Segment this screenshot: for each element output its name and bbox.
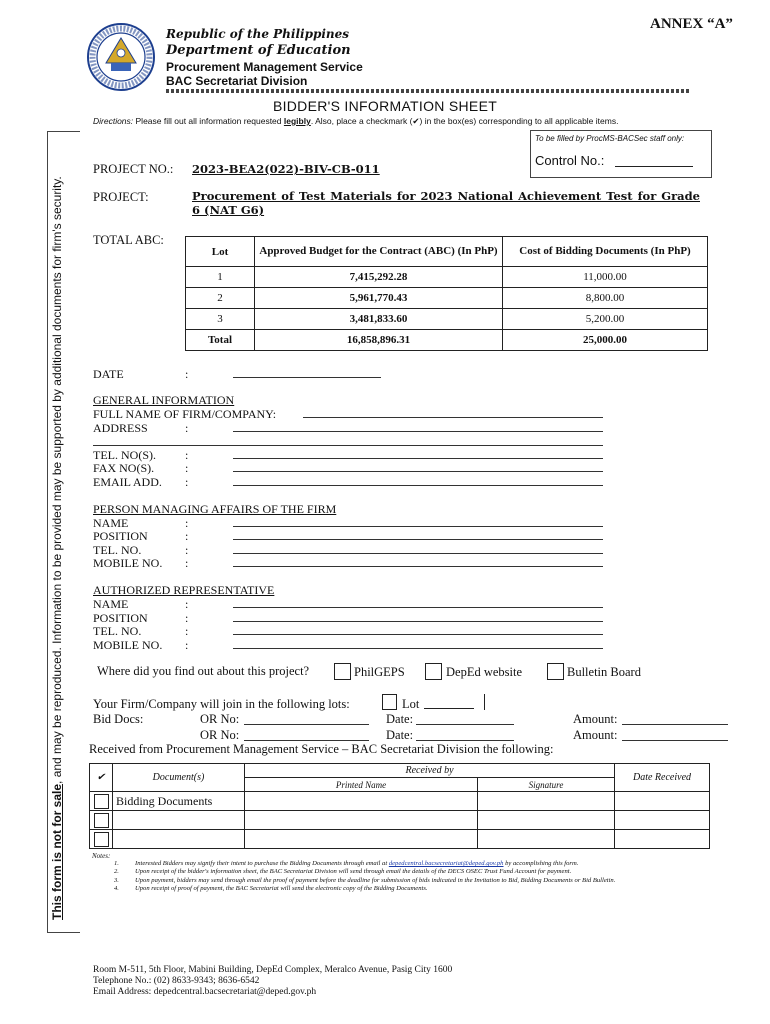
note-3-text: Upon payment, bidders may send through email the proof of payment before the deadline for submission of bids indicated in the Invitation to Bid, Bidding Documents or Bid Bulletin. xyxy=(135,876,616,884)
full-name-label: FULL NAME OF FIRM/COMPANY: xyxy=(93,407,277,421)
date-received-cell[interactable] xyxy=(615,792,710,811)
amount-label-1: Amount: xyxy=(573,712,618,726)
auth-tel-field[interactable] xyxy=(233,634,603,635)
deped-seal xyxy=(87,23,155,91)
project-no-label: PROJECT NO.: xyxy=(93,162,174,176)
email-field[interactable] xyxy=(233,485,603,486)
note-number: 4. xyxy=(114,884,119,892)
address-row xyxy=(93,421,230,435)
note-1 xyxy=(92,860,702,868)
bulletin-board-label: Bulletin Board xyxy=(567,665,641,679)
side-note xyxy=(50,140,72,920)
authorized-title: AUTHORIZED REPRESENTATIVE xyxy=(93,583,275,597)
document-cell[interactable] xyxy=(113,830,245,849)
directions-text-2: . Also, place a checkmark ( xyxy=(310,116,413,126)
directions-legibly: legibly xyxy=(283,116,311,126)
signature-cell[interactable] xyxy=(478,792,615,811)
colon: : xyxy=(185,556,189,570)
check-header xyxy=(90,764,113,792)
bidding-docs-checkbox[interactable] xyxy=(94,794,109,809)
auth-mobile-label: MOBILE NO. xyxy=(93,638,163,652)
or-no-label-1: OR No: xyxy=(200,712,240,726)
decorative-border xyxy=(166,89,690,93)
date-label-1: Date: xyxy=(386,712,414,726)
philgeps-checkbox[interactable] xyxy=(334,663,351,680)
address-field[interactable] xyxy=(233,431,603,432)
email-label: EMAIL ADD. xyxy=(93,475,162,489)
signature-header: Signature xyxy=(478,778,615,792)
or-no-field-2[interactable] xyxy=(244,740,369,741)
note-number: 1. xyxy=(114,860,119,867)
control-no-field[interactable] xyxy=(615,166,693,167)
person-tel-row xyxy=(93,543,230,557)
note-1-text-2: by accomplishing this form. xyxy=(503,860,579,867)
colon: : xyxy=(185,448,189,462)
project-no-value: 2023-BEA2(022)-BIV-CB-011 xyxy=(192,162,380,176)
lot-checkbox[interactable] xyxy=(382,694,397,710)
colon: : xyxy=(185,421,189,435)
abc-header-budget: Approved Budget for the Contract (ABC) (In PhP) xyxy=(255,237,503,267)
abc-lot: 1 xyxy=(186,267,255,288)
project-label: PROJECT: xyxy=(93,190,149,204)
date-received-cell[interactable] xyxy=(615,830,710,849)
date-received-cell[interactable] xyxy=(615,811,710,830)
auth-mobile-row xyxy=(93,638,230,652)
annex-label: ANNEX “A” xyxy=(650,16,733,32)
table-row xyxy=(90,830,710,849)
signature-cell[interactable] xyxy=(478,830,615,849)
row-checkbox[interactable] xyxy=(94,832,109,847)
abc-budget: 5,961,770.43 xyxy=(255,288,503,309)
footer-address: Room M-511, 5th Floor, Mabini Building, DepEd Complex, Meralco Avenue, Pasig City 1600 xyxy=(93,965,453,975)
philgeps-label: PhilGEPS xyxy=(354,665,405,679)
note-2 xyxy=(92,868,702,876)
bid-docs-label: Bid Docs: xyxy=(93,712,144,726)
auth-tel-row xyxy=(93,624,230,638)
abc-total-budget: 16,858,896.31 xyxy=(255,330,503,351)
auth-position-field[interactable] xyxy=(233,621,603,622)
printed-name-cell[interactable] xyxy=(245,792,478,811)
checkmark-icon: ✔ xyxy=(412,116,420,126)
person-name-label: NAME xyxy=(93,516,129,530)
abc-row xyxy=(186,267,708,288)
directions xyxy=(93,116,618,127)
full-name-field[interactable] xyxy=(303,417,603,418)
abc-table xyxy=(185,236,708,351)
date-label-2: Date: xyxy=(386,728,414,742)
header-pms: Procurement Management Service xyxy=(166,60,363,74)
printed-name-header: Printed Name xyxy=(245,778,478,792)
deped-website-label: DepEd website xyxy=(446,665,523,679)
address-label: ADDRESS xyxy=(93,421,148,435)
abc-lot: 3 xyxy=(186,309,255,330)
note-4 xyxy=(92,885,702,893)
abc-budget: 7,415,292.28 xyxy=(255,267,503,288)
bulletin-board-checkbox[interactable] xyxy=(547,663,564,680)
bidding-docs-label: Bidding Documents xyxy=(113,792,245,811)
checkmark-icon: ✔ xyxy=(96,772,106,783)
abc-cost: 5,200.00 xyxy=(503,309,708,330)
auth-name-field[interactable] xyxy=(233,607,603,608)
fax-row xyxy=(93,461,230,475)
person-tel-label: TEL. NO. xyxy=(93,543,142,557)
colon: : xyxy=(185,516,189,530)
received-text: Received from Procurement Management Service – BAC Secretariat Division the following: xyxy=(89,742,554,756)
date-field-1[interactable] xyxy=(416,724,514,725)
colon: : xyxy=(185,597,189,611)
notes-label: Notes: xyxy=(92,852,111,860)
note-2-text: Upon receipt of the bidder's information sheet, the BAC Secretariat Division will send through email the details of the DECS OSEC Trust Fund Account for payment. xyxy=(135,868,572,876)
auth-name-label: NAME xyxy=(93,597,129,611)
fax-field[interactable] xyxy=(233,471,603,472)
staff-box xyxy=(530,130,712,178)
date-field[interactable] xyxy=(233,377,381,378)
person-name-field[interactable] xyxy=(233,526,603,527)
auth-position-row xyxy=(93,611,230,625)
documents-header: Document(s) xyxy=(113,764,245,792)
footer xyxy=(93,965,452,998)
note-1-email-link[interactable]: depedcentral.bacsecretariat@deped.gov.ph xyxy=(388,860,504,867)
printed-name-cell[interactable] xyxy=(245,830,478,849)
total-abc-label: TOTAL ABC: xyxy=(93,233,164,247)
abc-row xyxy=(186,309,708,330)
lot-divider xyxy=(484,694,485,710)
side-note-text: , and may be reproduced. Information to be provided may be supported by additional documents for firm's security. xyxy=(50,176,64,784)
person-mobile-field[interactable] xyxy=(233,566,603,567)
colon: : xyxy=(185,475,189,489)
note-1-text: Interested Bidders may signify their intent to purchase the Bidding Documents through email at xyxy=(135,860,389,867)
person-position-label: POSITION xyxy=(93,529,148,543)
abc-total-row xyxy=(186,330,708,351)
colon: : xyxy=(185,624,189,638)
abc-total-cost: 25,000.00 xyxy=(503,330,708,351)
person-position-row xyxy=(93,529,230,543)
signature-cell[interactable] xyxy=(478,811,615,830)
amount-field-1[interactable] xyxy=(622,724,728,725)
directions-text: Please fill out all information requested xyxy=(133,116,284,126)
abc-header-cost: Cost of Bidding Documents (In PhP) xyxy=(503,237,708,267)
header-department: Department of Education xyxy=(166,43,351,58)
tel-label: TEL. NO(S). xyxy=(93,448,156,462)
received-by-header: Received by xyxy=(245,764,615,778)
document-cell[interactable] xyxy=(113,811,245,830)
person-tel-field[interactable] xyxy=(233,553,603,554)
full-name-row xyxy=(93,407,276,421)
tel-row xyxy=(93,448,230,462)
table-row xyxy=(90,792,710,811)
date-label: DATE xyxy=(93,367,124,381)
abc-cost: 11,000.00 xyxy=(503,267,708,288)
date-received-header: Date Received xyxy=(615,764,710,792)
directions-prefix: Directions: xyxy=(93,116,134,126)
row-checkbox[interactable] xyxy=(94,813,109,828)
footer-telephone: Telephone No.: (02) 8633-9343; 8636-6542 xyxy=(93,976,260,986)
header-republic: Republic of the Philippines xyxy=(166,27,350,41)
sheet-title: BIDDER'S INFORMATION SHEET xyxy=(272,98,498,114)
lot-field[interactable] xyxy=(424,708,474,709)
or-no-label-2: OR No: xyxy=(200,728,240,742)
abc-row xyxy=(186,288,708,309)
find-out-question: Where did you find out about this project? xyxy=(97,664,310,678)
abc-budget: 3,481,833.60 xyxy=(255,309,503,330)
side-note-not-for-sale: This form is not for sale xyxy=(50,783,64,920)
staff-note: To be filled by ProcMS-BACSec staff only: xyxy=(535,134,685,143)
project-value: Procurement of Test Materials for 2023 National Achievement Test for Grade 6 (NAT G6) xyxy=(192,189,700,217)
colon: : xyxy=(185,543,189,557)
colon: : xyxy=(185,638,189,652)
note-number: 2. xyxy=(114,868,119,876)
lot-label: Lot xyxy=(402,697,420,711)
date-field-2[interactable] xyxy=(416,740,514,741)
auth-mobile-field[interactable] xyxy=(233,648,603,649)
control-no-label: Control No.: xyxy=(535,153,605,168)
fax-label: FAX NO(S). xyxy=(93,461,155,475)
footer-email: Email Address: depedcentral.bacsecretariat@deped.gov.ph xyxy=(93,987,317,997)
tel-field[interactable] xyxy=(233,458,603,459)
directions-text-3: ) in the box(es) corresponding to all applicable items. xyxy=(419,116,619,126)
abc-lot: 2 xyxy=(186,288,255,309)
received-table xyxy=(89,763,710,849)
person-position-field[interactable] xyxy=(233,539,603,540)
amount-label-2: Amount: xyxy=(573,728,618,742)
printed-name-cell[interactable] xyxy=(245,811,478,830)
colon: : xyxy=(185,461,189,475)
auth-position-label: POSITION xyxy=(93,611,148,625)
find-out-row xyxy=(97,664,309,679)
date-row xyxy=(93,367,230,381)
note-4-text: Upon receipt of proof of payment, the BAC Secretariat will send the electronic copy of the Bidding Documents. xyxy=(135,884,428,892)
colon: : xyxy=(185,529,189,543)
note-number: 3. xyxy=(114,876,119,884)
address-field-2[interactable] xyxy=(93,445,603,446)
or-no-field-1[interactable] xyxy=(244,724,369,725)
abc-total-label: Total xyxy=(186,330,255,351)
note-3 xyxy=(92,877,702,885)
person-mobile-row xyxy=(93,556,230,570)
email-row xyxy=(93,475,230,489)
deped-website-checkbox[interactable] xyxy=(425,663,442,680)
abc-header-lot: Lot xyxy=(186,237,255,267)
table-row xyxy=(90,811,710,830)
auth-name-row xyxy=(93,597,230,611)
auth-tel-label: TEL. NO. xyxy=(93,624,142,638)
abc-cost: 8,800.00 xyxy=(503,288,708,309)
person-name-row xyxy=(93,516,230,530)
colon: : xyxy=(185,611,189,625)
amount-field-2[interactable] xyxy=(622,740,728,741)
general-title: GENERAL INFORMATION xyxy=(93,393,235,407)
colon: : xyxy=(185,367,189,381)
person-mobile-label: MOBILE NO. xyxy=(93,556,163,570)
lots-join-text: Your Firm/Company will join in the following lots: xyxy=(93,697,350,711)
person-title: PERSON MANAGING AFFAIRS OF THE FIRM xyxy=(93,502,337,516)
notes-list xyxy=(92,860,702,893)
header-bac: BAC Secretariat Division xyxy=(166,74,308,88)
